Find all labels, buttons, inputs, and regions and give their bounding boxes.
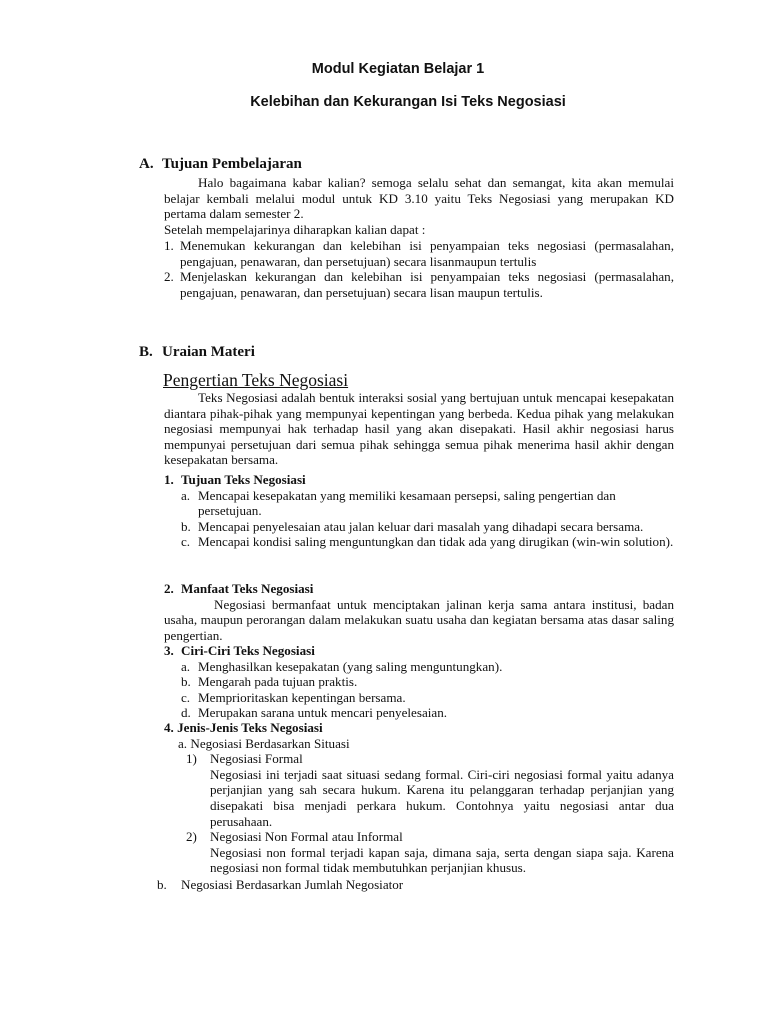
- purpose-title: Tujuan Teks Negosiasi: [181, 472, 306, 487]
- list-letter: d.: [181, 705, 191, 721]
- module-subtitle: Kelebihan dan Kekurangan Isi Teks Negosiasi: [250, 94, 566, 110]
- list-number: 1.: [164, 238, 174, 253]
- benefit-number: 2.: [164, 581, 174, 596]
- list-item: [164, 269, 674, 300]
- negotiator-count-heading: [157, 877, 403, 893]
- section-a-label: A.: [139, 156, 154, 172]
- characteristics-list: [164, 659, 674, 721]
- list-item: [164, 238, 674, 269]
- list-item: [164, 659, 674, 675]
- definition-text: Teks Negosiasi adalah bentuk interaksi sosial yang bertujuan untuk mencapai kesepakatan diantara pihak-pihak yang mempunyai kepentingan yang berbeda. Kedua pihak yang melakukan negosiasi mempunyai hak terhadap hasil yang akan disepakati. Hasil akhir negosiasi harus mempunyai persetujuan dari semua pihak sehingga semua pihak menerima hasil akhir dengan kesepakatan bersama.: [164, 390, 674, 468]
- characteristics-number: 3.: [164, 643, 174, 658]
- list-text: Menghasilkan kesepakatan (yang saling menguntungkan).: [198, 658, 503, 674]
- types-heading: 4. Jenis-Jenis Teks Negosiasi: [164, 720, 323, 735]
- list-title: Negosiasi Non Formal atau Informal: [210, 829, 403, 845]
- list-item: [164, 488, 674, 519]
- formal-negotiation-text: Negosiasi ini terjadi saat situasi sedang formal. Ciri-ciri negosiasi formal yaitu adanya perjanjian yang sah secara hukum. Karena itu pelanggaran terhadap perjanjian yang disepakati bisa menjadi perkara hukum. Contohnya yaitu negosiasi antar dua perusahaan.: [210, 766, 674, 829]
- list-title: Negosiasi Formal: [210, 751, 303, 767]
- list-text: Mencapai penyelesaian atau jalan keluar dari masalah yang dihadapi secara bersama.: [198, 518, 644, 534]
- list-text: Menjelaskan kekurangan dan kelebihan isi penyampaian teks negosiasi (permasalahan, pengajuan, penawaran, dan persetujuan) secara lisan maupun tertulis.: [180, 269, 674, 300]
- benefit-heading: [164, 581, 674, 597]
- characteristics-section: [164, 643, 674, 721]
- list-number: 2.: [164, 269, 174, 285]
- section-b-label: B.: [139, 344, 153, 360]
- characteristics-title: Ciri-Ciri Teks Negosiasi: [181, 643, 315, 658]
- list-text: Memprioritaskan kepentingan bersama.: [198, 689, 406, 705]
- formal-negotiation-title: [164, 751, 674, 767]
- list-text: Mencapai kondisi saling menguntungkan dan tidak ada yang dirugikan (win-win solution).: [198, 534, 674, 550]
- benefit-text: Negosiasi bermanfaat untuk menciptakan jalinan kerja sama antara institusi, badan usaha, maupun perorangan dalam melakukan suatu usaha dan kegiatan bersama atas dasar saling pengertian.: [164, 596, 674, 643]
- benefit-title: Manfaat Teks Negosiasi: [181, 581, 314, 596]
- list-letter: c.: [181, 689, 191, 705]
- objective-list: [164, 238, 674, 300]
- list-item: [164, 705, 674, 721]
- list-number: 2): [186, 829, 197, 845]
- objective-lead: Setelah mempelajarinya diharapkan kalian dapat :: [164, 221, 426, 237]
- section-b-heading: [139, 345, 255, 361]
- section-a-heading: [139, 157, 302, 173]
- purpose-number: 1.: [164, 472, 174, 487]
- informal-negotiation-text: Negosiasi non formal terjadi kapan saja, dimana saja, serta dengan siapa saja. Karena negosiasi non formal tidak membutuhkan perjanjian khusus.: [210, 844, 674, 876]
- informal-negotiation-title: [164, 829, 674, 845]
- section-b-title: Uraian Materi: [162, 344, 255, 360]
- definition-heading: Pengertian Teks Negosiasi: [163, 370, 349, 390]
- list-item: [164, 519, 674, 535]
- list-item: [164, 674, 674, 690]
- list-item: [164, 690, 674, 706]
- purpose-heading: [164, 472, 674, 488]
- list-text: Menemukan kekurangan dan kelebihan isi penyampaian teks negosiasi (permasalahan, pengajuan, penawaran, dan persetujuan) secara lisanmaupun tertulis: [180, 238, 674, 269]
- situation-heading: a. Negosiasi Berdasarkan Situasi: [178, 735, 350, 751]
- list-number: 1): [186, 751, 197, 767]
- list-letter: a.: [181, 658, 191, 674]
- module-title: Modul Kegiatan Belajar 1: [311, 61, 485, 77]
- section-a-title: Tujuan Pembelajaran: [162, 156, 302, 172]
- list-item: [164, 534, 674, 550]
- characteristics-heading: [164, 643, 674, 659]
- list-letter: a.: [181, 487, 191, 503]
- list-letter: c.: [181, 534, 191, 550]
- section-a-body: [164, 175, 674, 237]
- list-letter: b.: [181, 674, 191, 690]
- definition-paragraph: [164, 390, 674, 468]
- list-text: Negosiasi Berdasarkan Jumlah Negosiator: [181, 877, 404, 892]
- list-letter: b.: [181, 518, 191, 534]
- list-text: Mengarah pada tujuan praktis.: [198, 674, 358, 690]
- purpose-section: [164, 472, 674, 550]
- list-letter: b.: [157, 877, 167, 892]
- purpose-list: [164, 488, 674, 550]
- list-text: Mencapai kesepakatan yang memiliki kesamaan persepsi, saling pengertian dan persetujuan.: [198, 487, 616, 519]
- intro-paragraph: Halo bagaimana kabar kalian? semoga selalu sehat dan semangat, kita akan memulai belajar kembali melalui modul untuk KD 3.10 yaitu Teks Negosiasi yang merupakan KD pertama dalam semester 2.: [164, 175, 674, 222]
- benefit-section: [164, 581, 674, 643]
- types-section: [164, 720, 674, 876]
- list-text: Merupakan sarana untuk mencari penyelesaian.: [198, 705, 448, 721]
